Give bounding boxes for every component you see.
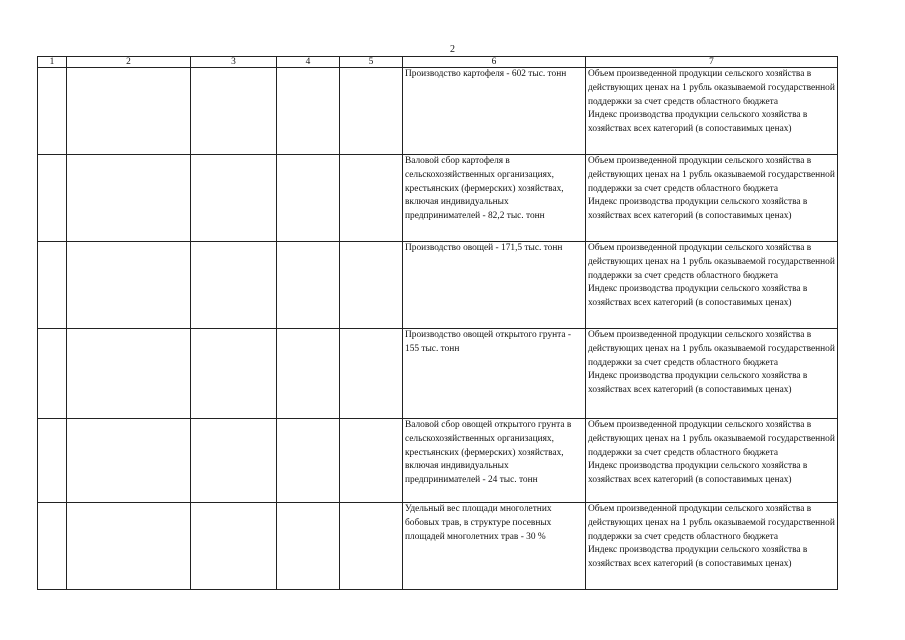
empty-cell [38, 329, 67, 419]
empty-cell [277, 329, 340, 419]
empty-cell [191, 242, 277, 329]
column-header-1: 1 [38, 57, 67, 68]
measures-cell: Объем произведенной продукции сельского хозяйства в действующих ценах на 1 рубль оказываемой государственной поддержки за счет средств областного бюджета Индекс производства продукции сельского хозяйства в хозяйствах всех категорий (в сопоставимых ценах) [586, 68, 838, 155]
empty-cell [340, 329, 403, 419]
indicator-cell: Производство овощей открытого грунта - 155 тыс. тонн [403, 329, 586, 419]
empty-cell [67, 503, 191, 590]
empty-cell [277, 242, 340, 329]
empty-cell [340, 242, 403, 329]
empty-cell [277, 68, 340, 155]
empty-cell [191, 503, 277, 590]
table-row [38, 329, 838, 419]
table-row [38, 155, 838, 242]
empty-cell [38, 68, 67, 155]
table-row [38, 419, 838, 503]
column-header-3: 3 [191, 57, 277, 68]
empty-cell [277, 419, 340, 503]
empty-cell [340, 155, 403, 242]
indicator-cell: Производство картофеля - 602 тыс. тонн [403, 68, 586, 155]
column-header-5: 5 [340, 57, 403, 68]
empty-cell [191, 329, 277, 419]
measures-cell: Объем произведенной продукции сельского хозяйства в действующих ценах на 1 рубль оказываемой государственной поддержки за счет средств областного бюджета Индекс производства продукции сельского хозяйства в хозяйствах всех категорий (в сопоставимых ценах) [586, 155, 838, 242]
measures-cell: Объем произведенной продукции сельского хозяйства в действующих ценах на 1 рубль оказываемой государственной поддержки за счет средств областного бюджета Индекс производства продукции сельского хозяйства в хозяйствах всех категорий (в сопоставимых ценах) [586, 503, 838, 590]
table-row [38, 242, 838, 329]
empty-cell [38, 242, 67, 329]
column-number-row [38, 57, 838, 68]
empty-cell [67, 68, 191, 155]
empty-cell [67, 419, 191, 503]
empty-cell [191, 155, 277, 242]
indicator-cell: Валовой сбор картофеля в сельскохозяйственных организациях, крестьянских (фермерских) хозяйствах, включая индивидуальных предпринимателей - 82,2 тыс. тонн [403, 155, 586, 242]
page-number: 2 [450, 44, 455, 55]
empty-cell [340, 503, 403, 590]
empty-cell [340, 68, 403, 155]
empty-cell [67, 155, 191, 242]
measures-cell: Объем произведенной продукции сельского хозяйства в действующих ценах на 1 рубль оказываемой государственной поддержки за счет средств областного бюджета Индекс производства продукции сельского хозяйства в хозяйствах всех категорий (в сопоставимых ценах) [586, 242, 838, 329]
empty-cell [277, 155, 340, 242]
indicator-cell: Удельный вес площади многолетних бобовых трав, в структуре посевных площадей многолетних трав - 30 % [403, 503, 586, 590]
column-header-2: 2 [67, 57, 191, 68]
empty-cell [38, 419, 67, 503]
empty-cell [38, 503, 67, 590]
measures-cell: Объем произведенной продукции сельского хозяйства в действующих ценах на 1 рубль оказываемой государственной поддержки за счет средств областного бюджета Индекс производства продукции сельского хозяйства в хозяйствах всех категорий (в сопоставимых ценах) [586, 329, 838, 419]
empty-cell [38, 155, 67, 242]
column-header-6: 6 [403, 57, 586, 68]
column-header-4: 4 [277, 57, 340, 68]
table-row [38, 503, 838, 590]
indicators-table [37, 56, 838, 590]
measures-cell: Объем произведенной продукции сельского хозяйства в действующих ценах на 1 рубль оказываемой государственной поддержки за счет средств областного бюджета Индекс производства продукции сельского хозяйства в хозяйствах всех категорий (в сопоставимых ценах) [586, 419, 838, 503]
empty-cell [277, 503, 340, 590]
table-row [38, 68, 838, 155]
empty-cell [191, 419, 277, 503]
empty-cell [67, 329, 191, 419]
empty-cell [67, 242, 191, 329]
indicator-cell: Производство овощей - 171,5 тыс. тонн [403, 242, 586, 329]
empty-cell [191, 68, 277, 155]
empty-cell [340, 419, 403, 503]
indicator-cell: Валовой сбор овощей открытого грунта в сельскохозяйственных организациях, крестьянских (фермерских) хозяйствах, включая индивидуальных предпринимателей - 24 тыс. тонн [403, 419, 586, 503]
column-header-7: 7 [586, 57, 838, 68]
